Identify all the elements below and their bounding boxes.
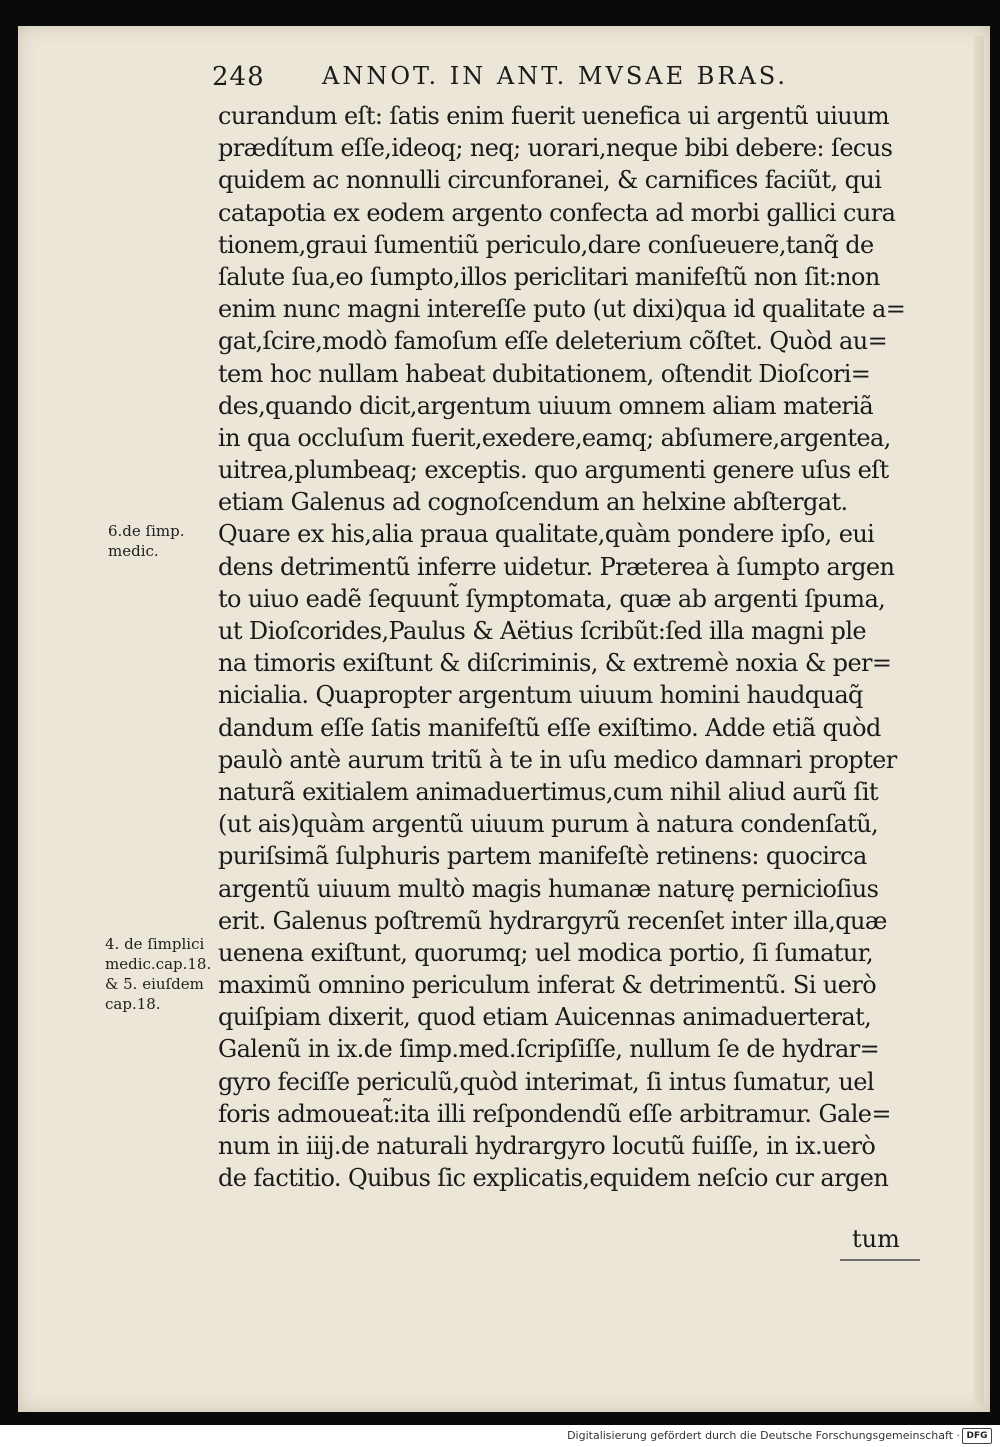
text-line: to uiuo eadẽ ſequunt̃ ſymptomata, quæ ab argenti ſpuma, [218,584,886,613]
page-edge [974,36,984,1406]
text-line: Galenũ in ix.de ſimp.med.ſcripſiſſe, nullum ſe de hydrar= [218,1035,880,1064]
text-line: catapotia ex eodem argento confecta ad morbi gallici cura [218,198,896,227]
text-line: dens detrimentũ inferre uidetur. Præterea à ſumpto argen [218,552,895,581]
margin-note-1 [108,521,185,561]
margin-note-line: 4. de ſimplici [105,935,205,953]
body-text [218,100,918,1194]
text-line: quiſpiam dixerit, quod etiam Auicennas animaduerterat, [218,1003,872,1032]
text-line: gat,ſcire,modò famoſum eſſe deleterium cõſtet. Quòd au= [218,327,888,356]
margin-note-line: & 5. eiuſdem [105,975,204,993]
page-number: 248 [212,62,265,92]
margin-note-line: medic.cap.18. [105,955,212,973]
text-line: foris admoueat̃:ita illi reſpondendũ eſſe arbitramur. Gale= [218,1099,891,1128]
text-line: tionem,graui ſumentiũ periculo,dare conſueuere,tanq̃ de [218,230,874,259]
footer-bar [0,1425,1000,1447]
catchword: tum [852,1225,900,1253]
text-line: quidem ac nonnulli circunforanei, & carnifices faciũt, qui [218,166,882,195]
text-line: erit. Galenus poſtremũ hydrargyrũ recenſet inter illa,quæ [218,906,887,935]
running-title: ANNOT. IN ANT. MVSAE BRAS. [322,62,789,90]
text-line: etiam Galenus ad cognoſcendum an helxine abſtergat. [218,488,848,517]
text-line: maximũ omnino periculum inferat & detrimentũ. Si uerò [218,971,877,1000]
text-line: prædítum eſſe,ideoq; neq; uorari,neque bibi debere: ſecus [218,134,893,163]
text-line: des,quando dicit,argentum uiuum omnem aliam materiã [218,391,874,420]
margin-note-line: cap.18. [105,995,161,1013]
dfg-logo-icon: DFG [962,1428,992,1444]
text-line: (ut ais)quàm argentũ uiuum purum à natura condenſatũ, [218,810,879,839]
text-line: Quare ex his,alia praua qualitate,quàm pondere ipſo, eui [218,520,875,549]
margin-note-2 [105,934,211,1014]
text-line: curandum eſt: ſatis enim fuerit uenefica ui argentũ uiuum [218,102,890,130]
catchword-rule [840,1259,920,1261]
text-line: paulò antè aurum tritũ à te in uſu medico damnari propter [218,745,897,774]
text-line: naturã exitialem animaduertimus,cum nihil aliud aurũ ſit [218,777,878,806]
text-line: ut Dioſcorides,Paulus & Aëtius ſcribũt:ſed illa magni ple [218,617,866,645]
text-line: tem hoc nullam habeat dubitationem, oſtendit Dioſcori= [218,359,871,388]
text-line: uitrea,plumbeaq; exceptis. quo argumenti genere uſus eſt [218,456,889,485]
text-line: argentũ uiuum multò magis humanæ naturę pernicioſius [218,874,879,903]
margin-note-line: medic. [108,542,159,560]
text-line: nicialia. Quapropter argentum uiuum homini haudquaq̃ [218,681,863,710]
footer-credit: Digitalisierung gefördert durch die Deutsche Forschungsgemeinschaft · [567,1429,960,1442]
text-line: puriſsimã ſulphuris partem manifeſtè retinens: quocirca [218,842,867,871]
running-head [212,62,852,98]
text-line: de factitio. Quibus ſic explicatis,equidem neſcio cur argen [218,1164,889,1193]
text-line: uenena exiſtunt, quorumq; uel modica portio, ſi ſumatur, [218,938,873,967]
text-line: na timoris exiſtunt & diſcriminis, & extremè noxia & per= [218,649,892,678]
text-line: ſalute ſua,eo ſumpto,illos periclitari manifeſtũ non ſit:non [218,262,880,291]
text-line: num in iiij.de naturali hydrargyro locutũ fuiſſe, in ix.uerò [218,1132,876,1160]
text-line: enim nunc magni intereſſe puto (ut dixi)qua id qualitate a= [218,295,906,324]
text-line: dandum eſſe ſatis manifeſtũ eſſe exiſtimo. Adde etiã quòd [218,713,881,742]
text-line: in qua occluſum fuerit,exedere,eamq; abſumere,argentea, [218,423,891,452]
margin-note-line: 6.de ſimp. [108,522,185,540]
text-line: gyro feciſſe periculũ,quòd interimat, ſi intus ſumatur, uel [218,1067,874,1096]
